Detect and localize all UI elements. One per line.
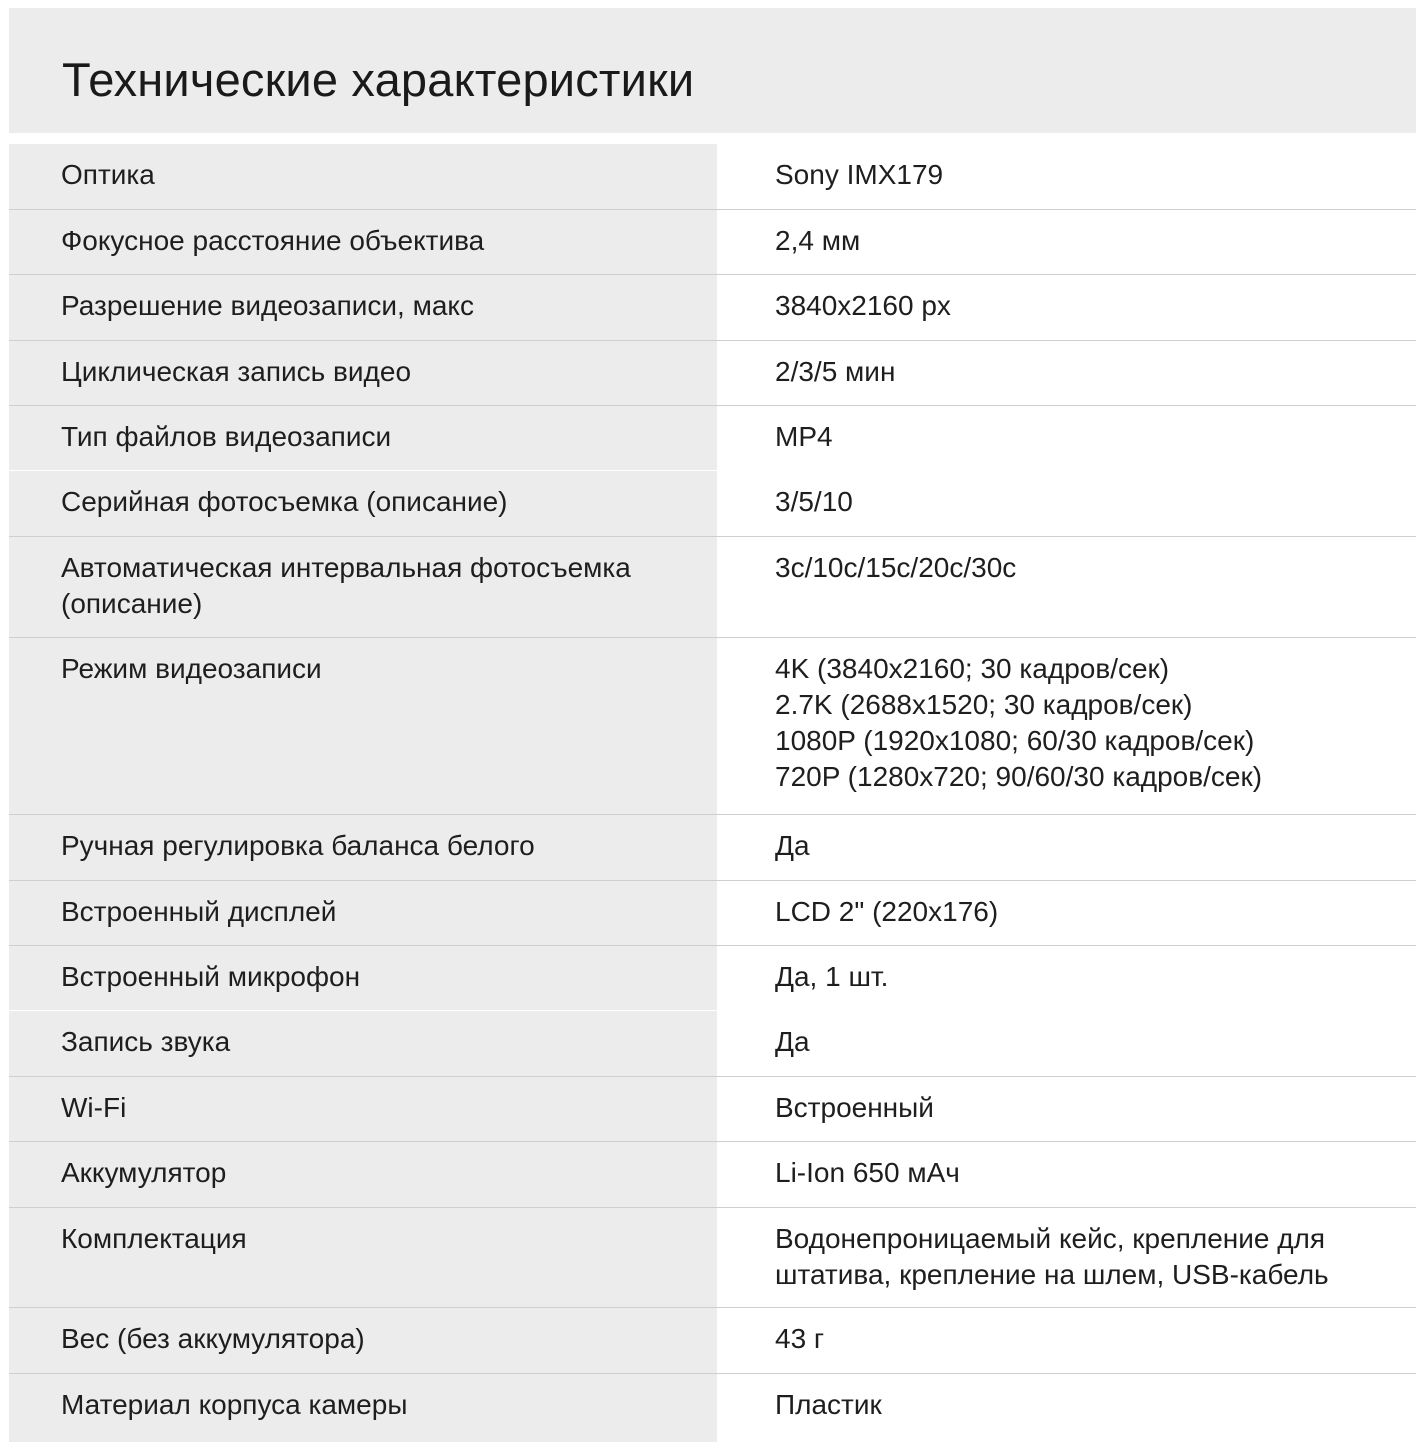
spec-value: Да xyxy=(717,815,1416,880)
spec-label: Wi-Fi xyxy=(9,1077,717,1141)
spec-row-focal-length xyxy=(9,210,1416,275)
spec-label: Аккумулятор xyxy=(9,1142,717,1207)
spec-value: Встроенный xyxy=(717,1077,1416,1141)
spec-value: 3/5/10 xyxy=(717,471,1416,536)
spec-value: 43 г xyxy=(717,1308,1416,1373)
spec-label: Разрешение видеозаписи, макс xyxy=(9,275,717,340)
spec-value: Да xyxy=(717,1011,1416,1076)
spec-label: Ручная регулировка баланса белого xyxy=(9,815,717,880)
spec-label: Циклическая запись видео xyxy=(9,341,717,405)
spec-value: LCD 2" (220x176) xyxy=(717,881,1416,945)
spec-row-package xyxy=(9,1208,1416,1308)
spec-label: Комплектация xyxy=(9,1208,717,1307)
spec-value: MP4 xyxy=(717,406,1416,470)
spec-row-optics xyxy=(9,144,1416,210)
spec-value: 4K (3840x2160; 30 кадров/сек) 2.7K (2688x1520; 30 кадров/сек) 1080P (1920x1080; 60/30 кадров/сек) 720P (1280x720; 90/60/30 кадров/сек) xyxy=(717,638,1416,814)
spec-label: Тип файлов видеозаписи xyxy=(9,406,717,470)
spec-value: Sony IMX179 xyxy=(717,144,1416,209)
spec-row-audio-recording xyxy=(9,1011,1416,1077)
spec-row-resolution xyxy=(9,275,1416,341)
specs-table xyxy=(9,144,1416,1443)
spec-value: 3c/10c/15c/20c/30c xyxy=(717,537,1416,637)
spec-row-display xyxy=(9,881,1416,946)
spec-value: Водонепроницаемый кейс, крепление для штатива, крепление на шлем, USB-кабель xyxy=(717,1208,1416,1307)
spec-label: Материал корпуса камеры xyxy=(9,1374,717,1442)
spec-value: 2/3/5 мин xyxy=(717,341,1416,405)
spec-value: 3840x2160 px xyxy=(717,275,1416,340)
page-title: Технические характеристики xyxy=(62,53,695,106)
spec-value: 2,4 мм xyxy=(717,210,1416,274)
spec-row-video-mode xyxy=(9,638,1416,815)
spec-row-white-balance xyxy=(9,815,1416,881)
spec-value: Li-Ion 650 мАч xyxy=(717,1142,1416,1207)
spec-row-battery xyxy=(9,1142,1416,1208)
spec-row-burst-photo xyxy=(9,471,1416,537)
spec-value: Пластик xyxy=(717,1374,1416,1442)
spec-row-file-type xyxy=(9,406,1416,471)
spec-label: Серийная фотосъемка (описание) xyxy=(9,471,717,536)
spec-label: Оптика xyxy=(9,144,717,209)
spec-label: Вес (без аккумулятора) xyxy=(9,1308,717,1373)
spec-row-microphone xyxy=(9,946,1416,1011)
spec-label: Запись звука xyxy=(9,1011,717,1076)
spec-label: Фокусное расстояние объектива xyxy=(9,210,717,274)
spec-row-loop-recording xyxy=(9,341,1416,406)
spec-value: Да, 1 шт. xyxy=(717,946,1416,1010)
spec-label: Автоматическая интервальная фотосъемка (описание) xyxy=(9,537,717,637)
spec-row-wifi xyxy=(9,1077,1416,1142)
spec-row-timelapse-photo xyxy=(9,537,1416,638)
spec-label: Встроенный дисплей xyxy=(9,881,717,945)
specs-header xyxy=(9,8,1416,133)
spec-row-body-material xyxy=(9,1374,1416,1443)
spec-label: Режим видеозаписи xyxy=(9,638,717,814)
spec-label: Встроенный микрофон xyxy=(9,946,717,1010)
spec-row-weight xyxy=(9,1308,1416,1374)
